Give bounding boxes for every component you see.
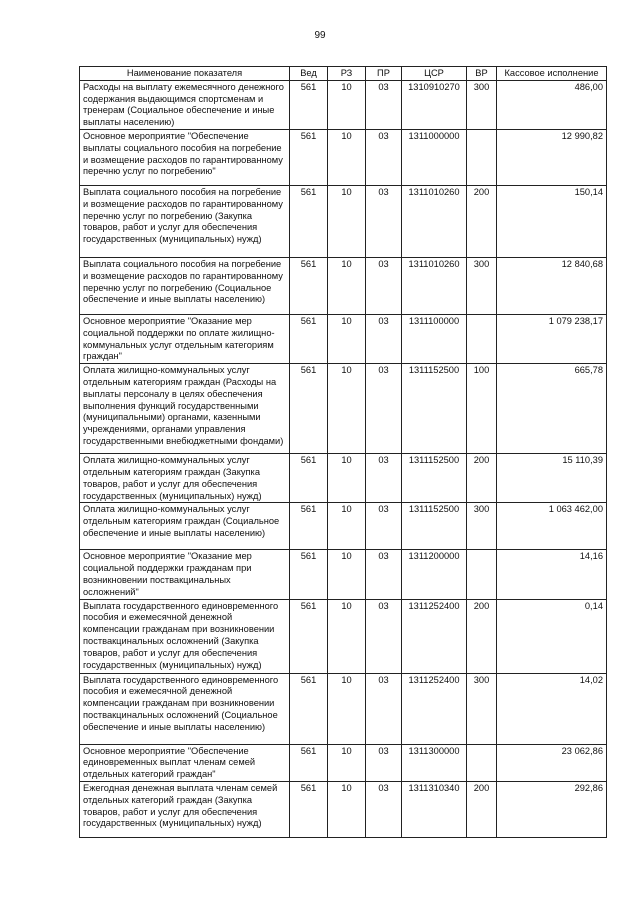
table-row xyxy=(80,673,607,744)
table-row xyxy=(80,364,607,454)
row-ved: 561 xyxy=(290,129,328,185)
row-csr: 1311010260 xyxy=(402,185,467,257)
row-amount: 0,14 xyxy=(497,599,607,673)
row-pr: 03 xyxy=(366,599,402,673)
header-vr: ВР xyxy=(467,67,497,81)
row-csr: 1311300000 xyxy=(402,744,467,781)
row-name: Основное мероприятие "Обеспечение выплаты социального пособия на погребение и возмещение расходов по гарантированному перечню услуг по погребению" xyxy=(80,129,290,185)
row-pr: 03 xyxy=(366,129,402,185)
row-amount: 23 062,86 xyxy=(497,744,607,781)
row-amount: 1 079 238,17 xyxy=(497,314,607,363)
table-row xyxy=(80,257,607,314)
table-row xyxy=(80,599,607,673)
table-row xyxy=(80,314,607,363)
header-pr: ПР xyxy=(366,67,402,81)
row-rz: 10 xyxy=(328,364,366,454)
row-rz: 10 xyxy=(328,129,366,185)
row-pr: 03 xyxy=(366,364,402,454)
row-name: Расходы на выплату ежемесячного денежного содержания выдающимся спортсменам и тренерам (Социальное обеспечение и иные выплаты населению) xyxy=(80,80,290,129)
row-amount: 292,86 xyxy=(497,781,607,837)
row-vr: 100 xyxy=(467,364,497,454)
row-pr: 03 xyxy=(366,781,402,837)
row-vr xyxy=(467,550,497,599)
row-vr: 200 xyxy=(467,781,497,837)
row-pr: 03 xyxy=(366,550,402,599)
header-rz: РЗ xyxy=(328,67,366,81)
row-amount: 486,00 xyxy=(497,80,607,129)
row-pr: 03 xyxy=(366,454,402,503)
row-ved: 561 xyxy=(290,503,328,550)
row-name: Основное мероприятие "Обеспечение единовременных выплат членам семей отдельных категорий граждан" xyxy=(80,744,290,781)
row-rz: 10 xyxy=(328,781,366,837)
row-csr: 1311252400 xyxy=(402,599,467,673)
row-ved: 561 xyxy=(290,80,328,129)
row-rz: 10 xyxy=(328,599,366,673)
row-csr: 1311310340 xyxy=(402,781,467,837)
row-vr xyxy=(467,744,497,781)
row-csr: 1311152500 xyxy=(402,364,467,454)
row-name: Основное мероприятие "Оказание мер социальной поддержки по оплате жилищно-коммунальных услуг отдельным категориям граждан" xyxy=(80,314,290,363)
row-vr xyxy=(467,314,497,363)
row-pr: 03 xyxy=(366,80,402,129)
row-pr: 03 xyxy=(366,673,402,744)
table-row xyxy=(80,454,607,503)
row-ved: 561 xyxy=(290,257,328,314)
row-amount: 14,16 xyxy=(497,550,607,599)
row-amount: 15 110,39 xyxy=(497,454,607,503)
row-csr: 1310910270 xyxy=(402,80,467,129)
row-ved: 561 xyxy=(290,744,328,781)
row-ved: 561 xyxy=(290,599,328,673)
row-name: Оплата жилищно-коммунальных услуг отдельным категориям граждан (Расходы на выплаты персоналу в целях обеспечения выполнения функций государственными (муниципальными) органами, казенными учреждениями, органами управления государственными внебюджетными фондами) xyxy=(80,364,290,454)
row-rz: 10 xyxy=(328,454,366,503)
row-vr: 200 xyxy=(467,185,497,257)
row-amount: 12 990,82 xyxy=(497,129,607,185)
row-rz: 10 xyxy=(328,503,366,550)
row-name: Выплата социального пособия на погребение и возмещение расходов по гарантированному перечню услуг по погребению (Закупка товаров, работ и услуг для обеспечения государственных (муниципальных) нужд) xyxy=(80,185,290,257)
row-pr: 03 xyxy=(366,257,402,314)
row-pr: 03 xyxy=(366,503,402,550)
table-row xyxy=(80,129,607,185)
row-csr: 1311152500 xyxy=(402,503,467,550)
row-rz: 10 xyxy=(328,185,366,257)
row-rz: 10 xyxy=(328,673,366,744)
row-vr: 200 xyxy=(467,599,497,673)
table-row xyxy=(80,781,607,837)
header-name: Наименование показателя xyxy=(80,67,290,81)
row-name: Выплата социального пособия на погребение и возмещение расходов по гарантированному перечню услуг по погребению (Социальное обеспечение и иные выплаты населению) xyxy=(80,257,290,314)
row-ved: 561 xyxy=(290,454,328,503)
row-amount: 665,78 xyxy=(497,364,607,454)
row-rz: 10 xyxy=(328,744,366,781)
header-ved: Вед xyxy=(290,67,328,81)
row-vr: 300 xyxy=(467,673,497,744)
row-rz: 10 xyxy=(328,80,366,129)
table-header-row xyxy=(80,67,607,81)
row-ved: 561 xyxy=(290,314,328,363)
table-row xyxy=(80,550,607,599)
page-number: 99 xyxy=(314,30,326,41)
row-ved: 561 xyxy=(290,185,328,257)
row-amount: 14,02 xyxy=(497,673,607,744)
budget-execution-table xyxy=(79,66,607,838)
row-csr: 1311152500 xyxy=(402,454,467,503)
row-vr: 300 xyxy=(467,503,497,550)
row-ved: 561 xyxy=(290,781,328,837)
header-amount: Кассовое исполнение xyxy=(497,67,607,81)
row-vr: 300 xyxy=(467,80,497,129)
row-vr: 200 xyxy=(467,454,497,503)
row-ved: 561 xyxy=(290,364,328,454)
row-name: Оплата жилищно-коммунальных услуг отдельным категориям граждан (Социальное обеспечение и иные выплаты населению) xyxy=(80,503,290,550)
header-csr: ЦСР xyxy=(402,67,467,81)
table-row xyxy=(80,503,607,550)
row-pr: 03 xyxy=(366,314,402,363)
row-amount: 1 063 462,00 xyxy=(497,503,607,550)
row-amount: 150,14 xyxy=(497,185,607,257)
table-row xyxy=(80,744,607,781)
row-pr: 03 xyxy=(366,185,402,257)
row-amount: 12 840,68 xyxy=(497,257,607,314)
row-ved: 561 xyxy=(290,550,328,599)
row-csr: 1311100000 xyxy=(402,314,467,363)
row-csr: 1311200000 xyxy=(402,550,467,599)
row-pr: 03 xyxy=(366,744,402,781)
row-vr xyxy=(467,129,497,185)
row-name: Основное мероприятие "Оказание мер социальной поддержки гражданам при возникновении поствакцинальных осложнений" xyxy=(80,550,290,599)
row-name: Выплата государственного единовременного пособия и ежемесячной денежной компенсации гражданам при возникновении поствакцинальных осложнений (Закупка товаров, работ и услуг для обеспечения государственных (муниципальных) нужд) xyxy=(80,599,290,673)
row-rz: 10 xyxy=(328,257,366,314)
row-rz: 10 xyxy=(328,314,366,363)
row-vr: 300 xyxy=(467,257,497,314)
table-row xyxy=(80,185,607,257)
row-csr: 1311000000 xyxy=(402,129,467,185)
row-name: Ежегодная денежная выплата членам семей отдельных категорий граждан (Закупка товаров, работ и услуг для обеспечения государственных (муниципальных) нужд) xyxy=(80,781,290,837)
row-name: Выплата государственного единовременного пособия и ежемесячной денежной компенсации гражданам при возникновении поствакцинальных осложнений (Социальное обеспечение и иные выплаты населению) xyxy=(80,673,290,744)
row-name: Оплата жилищно-коммунальных услуг отдельным категориям граждан (Закупка товаров, работ и услуг для обеспечения государственных (муниципальных) нужд) xyxy=(80,454,290,503)
table-row xyxy=(80,80,607,129)
row-ved: 561 xyxy=(290,673,328,744)
row-rz: 10 xyxy=(328,550,366,599)
row-csr: 1311010260 xyxy=(402,257,467,314)
row-csr: 1311252400 xyxy=(402,673,467,744)
